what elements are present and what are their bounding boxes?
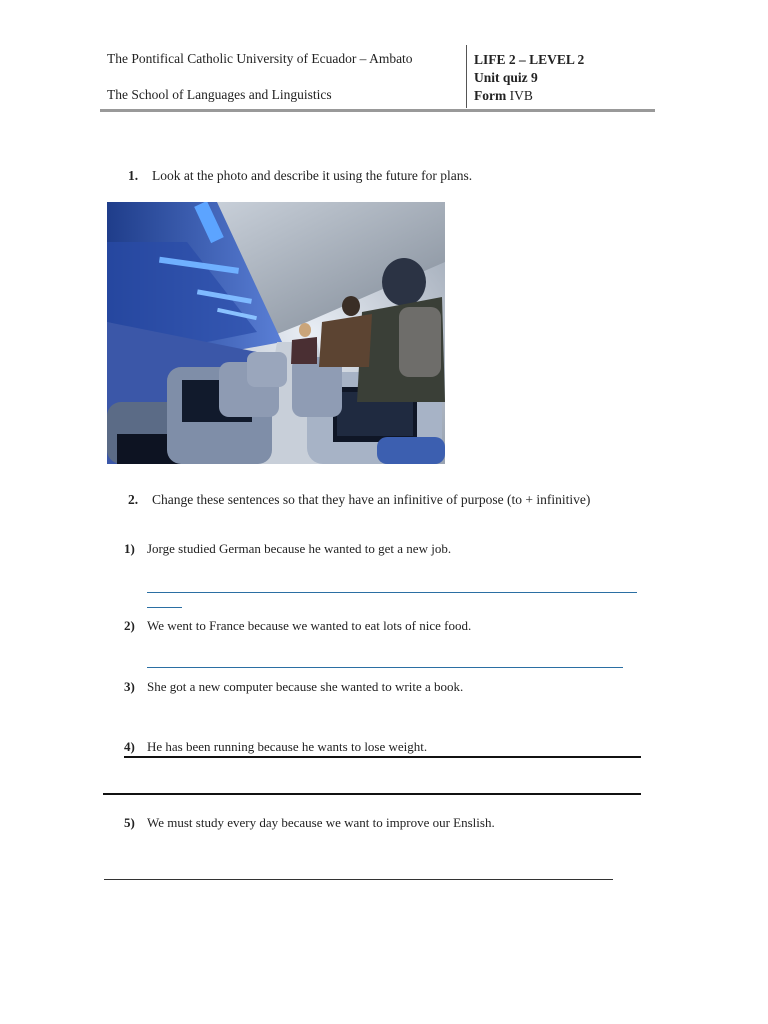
question-2-text: Change these sentences so that they have an infinitive of purpose (to + infinitive) xyxy=(152,492,591,507)
answer-line-2[interactable] xyxy=(147,667,623,668)
item-1-text: Jorge studied German because he wanted to get a new job. xyxy=(147,541,452,556)
item-5-number: 5) xyxy=(124,815,135,830)
course-level: LIFE 2 – LEVEL 2 xyxy=(474,52,585,67)
item-1-number: 1) xyxy=(124,541,135,556)
university-name: The Pontifical Catholic University of Ecuador – Ambato xyxy=(107,51,413,66)
item-5-text: We must study every day because we want to improve our Enslish. xyxy=(147,815,495,830)
answer-line-4[interactable] xyxy=(103,793,641,795)
form-label: Form xyxy=(474,88,507,103)
form-line xyxy=(474,88,533,104)
question-2-number: 2. xyxy=(128,492,139,507)
item-2-number: 2) xyxy=(124,618,135,633)
answer-line-5[interactable] xyxy=(104,879,613,880)
school-name: The School of Languages and Linguistics xyxy=(107,87,332,102)
header-divider xyxy=(466,45,467,108)
answer-line-1a[interactable] xyxy=(147,592,637,593)
item-3-text: She got a new computer because she wanted to write a book. xyxy=(147,679,464,694)
question-1-text: Look at the photo and describe it using the future for plans. xyxy=(152,168,473,183)
item-4-text: He has been running because he wants to lose weight. xyxy=(147,739,428,754)
item-4-number: 4) xyxy=(124,739,135,754)
airplane-cabin-photo xyxy=(107,202,445,464)
answer-line-3[interactable] xyxy=(124,756,641,758)
question-1-number: 1. xyxy=(128,168,139,183)
form-value: IVB xyxy=(509,88,533,103)
item-2-text: We went to France because we wanted to eat lots of nice food. xyxy=(147,618,472,633)
answer-line-1b[interactable] xyxy=(147,607,182,608)
item-3-number: 3) xyxy=(124,679,135,694)
quiz-title: Unit quiz 9 xyxy=(474,70,538,85)
header-rule xyxy=(100,109,655,112)
